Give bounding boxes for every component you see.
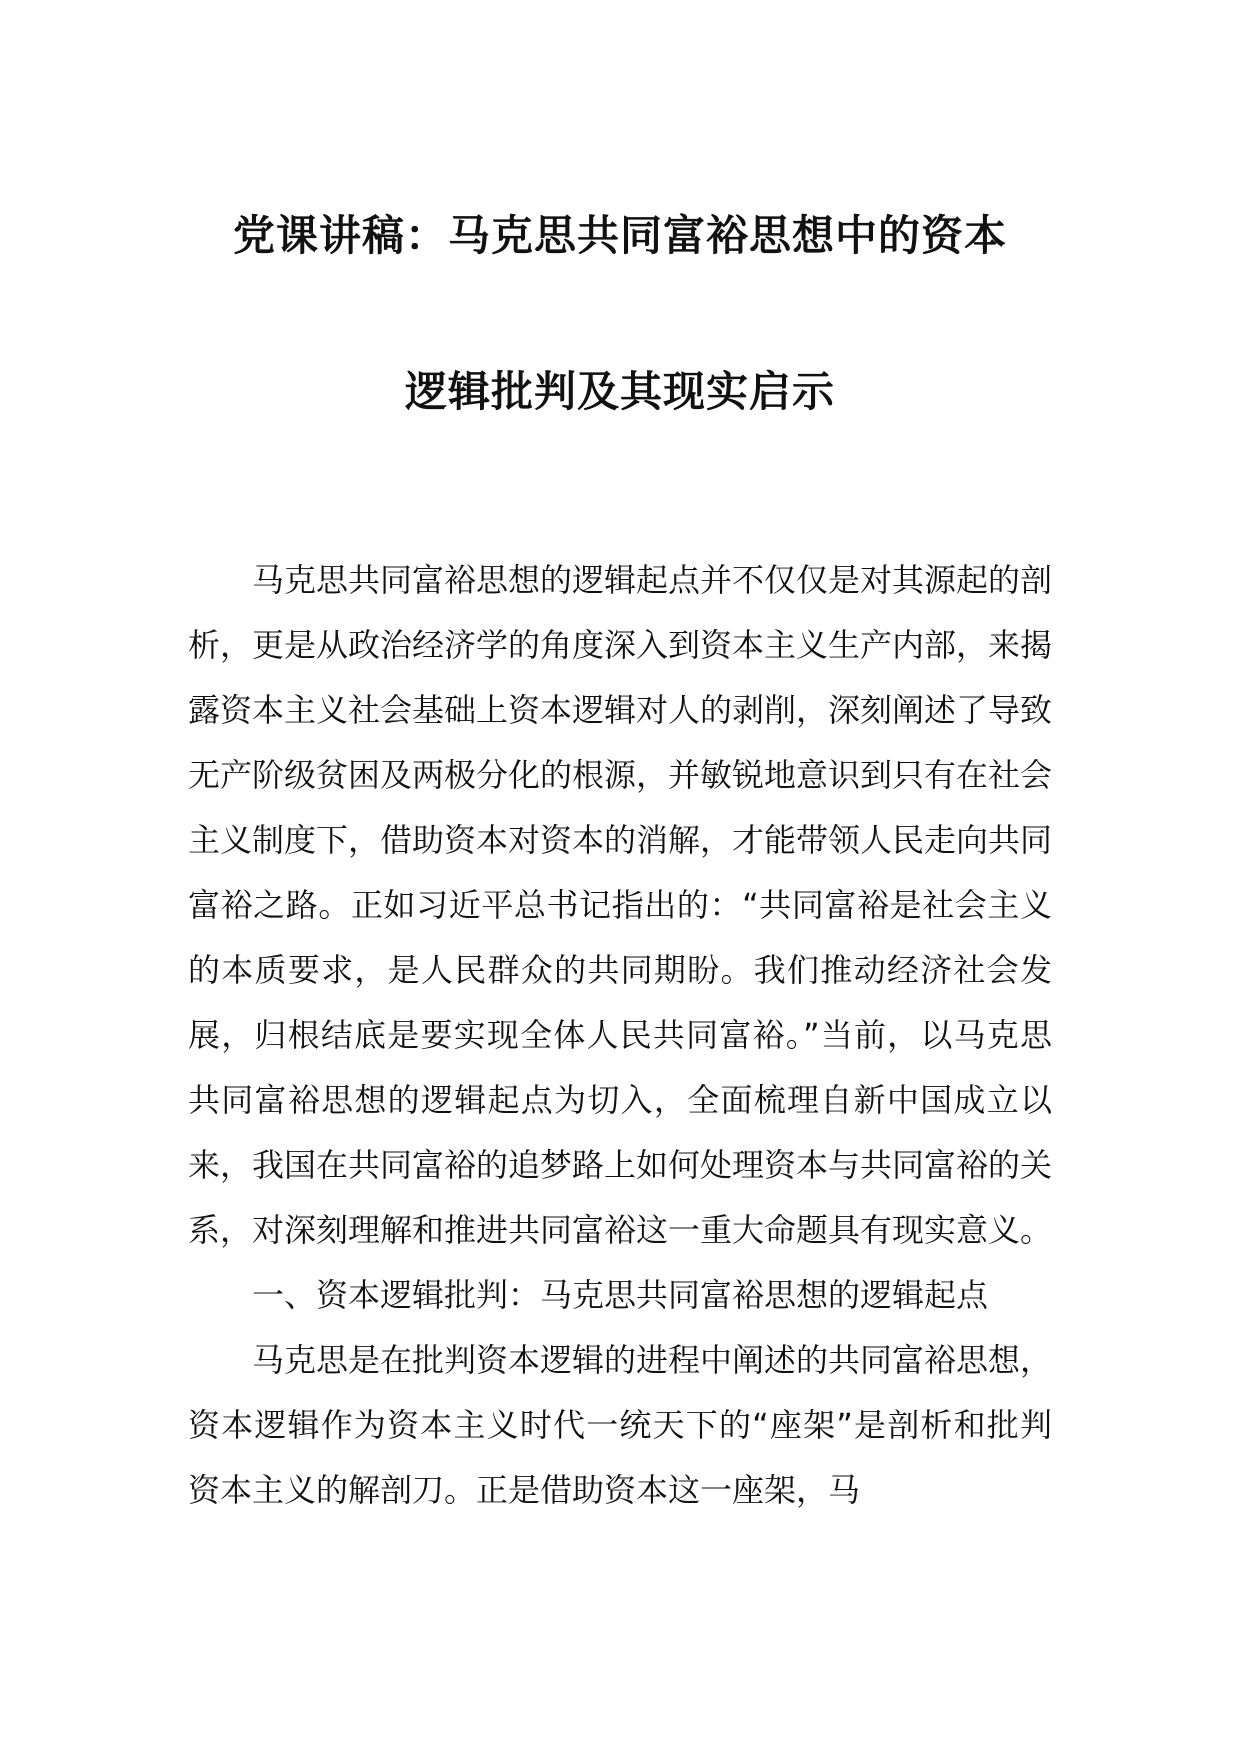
paragraph-section-1: 马克思是在批判资本逻辑的进程中阐述的共同富裕思想，资本逻辑作为资本主义时代一统天下的“座架”是剖析和批判资本主义的解剖刀。正是借助资本这一座架，马 [188, 1341, 1053, 1509]
document-title-line-1: 党课讲稿：马克思共同富裕思想中的资本 [232, 211, 1007, 260]
paragraph-intro: 马克思共同富裕思想的逻辑起点并不仅仅是对其源起的剖析，更是从政治经济学的角度深入到资本主义生产内部，来揭露资本主义社会基础上资本逻辑对人的剥削，深刻阐述了导致无产阶级贫困及两极分化的根源，并敏锐地意识到只有在社会主义制度下，借助资本对资本的消解，才能带领人民走向共同富裕之路。正如习近平总书记指出的：“共同富裕是社会主义的本质要求，是人民群众的共同期盼。我们推动经济社会发展，归根结底是要实现全体人民共同富裕。”当前，以马克思共同富裕思想的逻辑起点为切入，全面梳理自新中国成立以来，我国在共同富裕的追梦路上如何处理资本与共同富裕的关系，对深刻理解和推进共同富裕这一重大命题具有现实意义。 [188, 561, 1053, 1249]
document-body [188, 548, 1052, 1523]
section-heading-1: 一、资本逻辑批判：马克思共同富裕思想的逻辑起点 [252, 1276, 989, 1314]
document-title-line-2: 逻辑批判及其现实启示 [404, 367, 835, 416]
